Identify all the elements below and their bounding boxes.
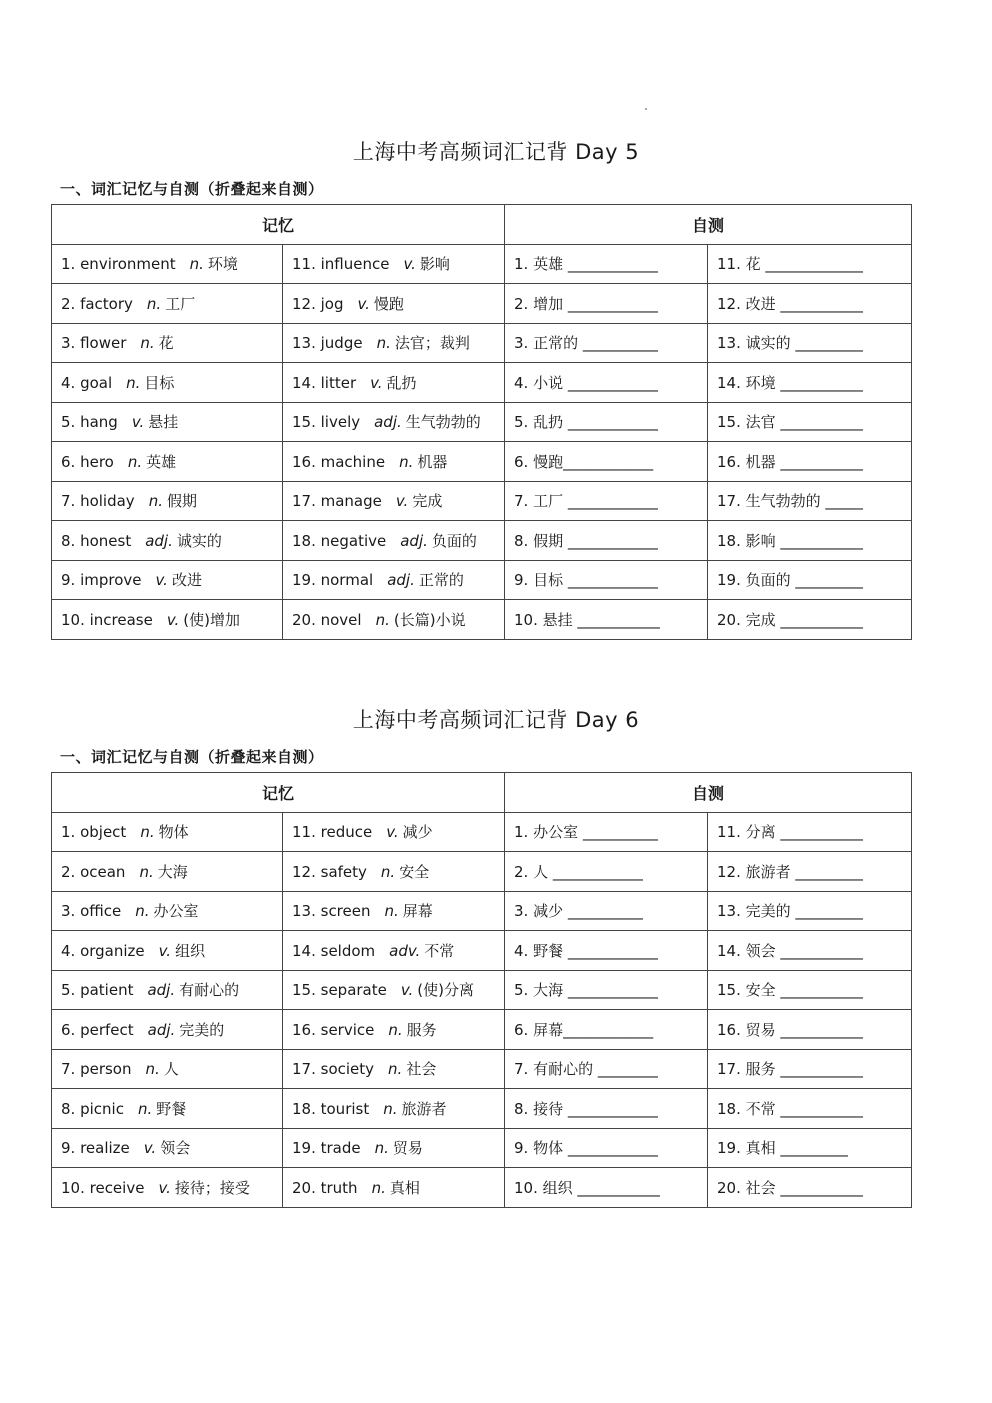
word: 13. judge: [292, 334, 363, 353]
self-test-prompt: 1. 英雄 ____________: [514, 255, 658, 274]
part-of-speech: n.: [139, 862, 154, 881]
vocab-entry: [283, 852, 505, 892]
table-row: [52, 1089, 912, 1129]
self-test-prompt: 15. 法官 ___________: [717, 413, 863, 432]
self-test-prompt: 12. 旅游者 _________: [717, 862, 863, 881]
vocab-entry: [52, 852, 283, 892]
self-test-item[interactable]: [505, 521, 708, 561]
table-row: [52, 812, 912, 852]
self-test-item[interactable]: [505, 363, 708, 403]
meaning: 正常的: [418, 571, 464, 590]
self-test-item[interactable]: [505, 481, 708, 521]
part-of-speech: n.: [126, 373, 141, 392]
part-of-speech: v.: [131, 413, 145, 432]
vocab-table: [51, 204, 912, 640]
word: 4. goal: [61, 373, 113, 392]
part-of-speech: v.: [395, 492, 409, 511]
self-test-prompt: 8. 接待 ____________: [514, 1099, 658, 1118]
self-test-prompt: 20. 完成 ___________: [717, 610, 863, 629]
vocab-entry: [52, 284, 283, 324]
part-of-speech: n.: [145, 1060, 160, 1079]
vocab-entry: [283, 244, 505, 284]
self-test-prompt: 7. 工厂 ____________: [514, 492, 658, 511]
meaning: 有耐心的: [179, 981, 240, 1000]
self-test-item[interactable]: [505, 970, 708, 1010]
self-test-item[interactable]: [505, 284, 708, 324]
meaning: 旅游者: [401, 1099, 447, 1118]
self-test-prompt: 15. 安全 ___________: [717, 981, 863, 1000]
word: 5. hang: [61, 413, 118, 432]
self-test-item[interactable]: [505, 931, 708, 971]
self-test-prompt: 19. 真相 _________: [717, 1139, 848, 1158]
meaning: 目标: [144, 373, 175, 392]
vocab-entry: [52, 244, 283, 284]
word: 14. litter: [292, 373, 357, 392]
self-test-prompt: 11. 花 _____________: [717, 255, 863, 274]
vocab-entry: [283, 481, 505, 521]
self-test-item[interactable]: [505, 1089, 708, 1129]
self-test-item[interactable]: [505, 560, 708, 600]
meaning: 乱扔: [386, 373, 417, 392]
meaning: 花: [158, 334, 174, 353]
part-of-speech: n.: [399, 452, 414, 471]
self-test-item[interactable]: [505, 1128, 708, 1168]
part-of-speech: v.: [143, 1139, 157, 1158]
header-memory: 记忆: [52, 773, 505, 813]
vocab-entry: [52, 481, 283, 521]
self-test-item[interactable]: [505, 1168, 708, 1208]
self-test-item[interactable]: [708, 600, 912, 640]
table-row: [52, 600, 912, 640]
meaning: 环境: [207, 255, 238, 274]
table-header-row: [52, 773, 912, 813]
meaning: 工厂: [165, 294, 196, 313]
meaning: 悬挂: [148, 413, 179, 432]
part-of-speech: n.: [189, 255, 204, 274]
vocab-entry: [52, 323, 283, 363]
self-test-item[interactable]: [505, 442, 708, 482]
self-test-item[interactable]: [505, 323, 708, 363]
vocab-entry: [283, 1089, 505, 1129]
vocab-entry: [283, 1128, 505, 1168]
self-test-item[interactable]: [505, 402, 708, 442]
meaning: 组织: [175, 941, 206, 960]
vocab-entry: [52, 1049, 283, 1089]
part-of-speech: n.: [375, 610, 390, 629]
part-of-speech: n.: [140, 334, 155, 353]
day-section-5: [0, 136, 992, 629]
self-test-prompt: 3. 正常的 __________: [514, 334, 658, 353]
self-test-prompt: 17. 生气勃勃的 _____: [717, 492, 863, 511]
self-test-prompt: 2. 人 ____________: [514, 862, 643, 881]
vocab-entry: [52, 402, 283, 442]
self-test-item[interactable]: [708, 970, 912, 1010]
vocab-entry: [52, 521, 283, 561]
word: 5. patient: [61, 981, 134, 1000]
header-self-test: 自测: [505, 773, 912, 813]
meaning: 办公室: [153, 902, 199, 921]
part-of-speech: n.: [148, 492, 163, 511]
vocab-entry: [283, 970, 505, 1010]
meaning: 机器: [417, 452, 448, 471]
self-test-prompt: 2. 增加 ____________: [514, 294, 658, 313]
self-test-item[interactable]: [708, 852, 912, 892]
meaning: 接待；接受: [174, 1178, 250, 1197]
vocab-entry: [283, 363, 505, 403]
vocab-entry: [283, 891, 505, 931]
part-of-speech: v.: [370, 373, 383, 392]
word: 17. manage: [292, 492, 382, 511]
self-test-item[interactable]: [708, 323, 912, 363]
self-test-prompt: 9. 目标 ____________: [514, 571, 658, 590]
part-of-speech: n.: [376, 334, 391, 353]
part-of-speech: n.: [388, 1060, 403, 1079]
self-test-prompt: 14. 环境 ___________: [717, 373, 863, 392]
meaning: 假期: [166, 492, 197, 511]
meaning: (使)分离: [417, 981, 474, 1000]
meaning: 完成: [412, 492, 443, 511]
self-test-item[interactable]: [708, 931, 912, 971]
table-row: [52, 244, 912, 284]
self-test-prompt: 4. 小说 ____________: [514, 373, 658, 392]
part-of-speech: n.: [380, 862, 396, 881]
word: 10. increase: [61, 610, 153, 629]
vocab-entry: [52, 363, 283, 403]
table-row: [52, 363, 912, 403]
table-row: [52, 521, 912, 561]
part-of-speech: n.: [146, 294, 162, 313]
table-row: [52, 560, 912, 600]
section-heading: 一、词汇记忆与自测（折叠起来自测）: [60, 180, 324, 198]
vocab-entry: [52, 1089, 283, 1129]
self-test-item[interactable]: [708, 1168, 912, 1208]
word: 11. influence: [292, 255, 390, 274]
vocab-entry: [52, 891, 283, 931]
table-header-row: [52, 205, 912, 245]
word: 4. organize: [61, 941, 145, 960]
vocab-entry: [52, 442, 283, 482]
table-row: [52, 891, 912, 931]
word: 2. ocean: [61, 862, 126, 881]
part-of-speech: v.: [400, 981, 414, 1000]
part-of-speech: v.: [166, 610, 180, 629]
speck: [645, 108, 647, 110]
part-of-speech: v.: [403, 255, 416, 274]
vocab-entry: [52, 560, 283, 600]
word: 3. office: [61, 902, 122, 921]
meaning: 改进: [171, 571, 202, 590]
part-of-speech: v.: [386, 823, 399, 842]
vocab-entry: [283, 931, 505, 971]
header-memory: 记忆: [52, 205, 505, 245]
part-of-speech: v.: [155, 571, 168, 590]
self-test-prompt: 1. 办公室 __________: [514, 823, 658, 842]
self-test-prompt: 5. 乱扔 ____________: [514, 413, 658, 432]
meaning: 真相: [389, 1178, 420, 1197]
table-row: [52, 852, 912, 892]
self-test-item[interactable]: [505, 852, 708, 892]
table-row: [52, 1010, 912, 1050]
word: 6. hero: [61, 452, 114, 471]
self-test-prompt: 18. 不常 ___________: [717, 1099, 863, 1118]
page-title: 上海中考高频词汇记背 Day 5: [352, 140, 640, 164]
self-test-item[interactable]: [708, 363, 912, 403]
meaning: 完美的: [179, 1020, 225, 1039]
table-row: [52, 284, 912, 324]
self-test-prompt: 10. 悬挂 ___________: [514, 610, 660, 629]
part-of-speech: v.: [158, 941, 172, 960]
self-test-prompt: 12. 改进 ___________: [717, 294, 863, 313]
self-test-item[interactable]: [708, 284, 912, 324]
self-test-prompt: 8. 假期 ____________: [514, 531, 658, 550]
meaning: 物体: [158, 823, 189, 842]
word: 19. normal: [292, 571, 374, 590]
self-test-prompt: 16. 机器 ___________: [717, 452, 863, 471]
self-test-item[interactable]: [708, 244, 912, 284]
vocab-entry: [283, 402, 505, 442]
word: 20. novel: [292, 610, 362, 629]
meaning: 屏幕: [402, 902, 433, 921]
day-section-6: [0, 704, 992, 1197]
self-test-prompt: 3. 减少 __________: [514, 902, 643, 921]
word: 17. society: [292, 1060, 375, 1079]
vocab-entry: [283, 1168, 505, 1208]
word: 20. truth: [292, 1178, 358, 1197]
self-test-prompt: 18. 影响 ___________: [717, 531, 863, 550]
part-of-speech: n.: [384, 902, 399, 921]
word: 10. receive: [61, 1178, 145, 1197]
self-test-item[interactable]: [505, 600, 708, 640]
part-of-speech: adj.: [145, 531, 173, 550]
part-of-speech: adj.: [374, 413, 402, 432]
table-row: [52, 1049, 912, 1089]
word: 8. honest: [61, 531, 132, 550]
meaning: 社会: [406, 1060, 437, 1079]
part-of-speech: n.: [135, 902, 150, 921]
vocab-entry: [283, 600, 505, 640]
part-of-speech: adj.: [387, 571, 415, 590]
self-test-item[interactable]: [708, 481, 912, 521]
meaning: 诚实的: [176, 531, 222, 550]
meaning: 人: [163, 1060, 179, 1079]
vocab-entry: [283, 560, 505, 600]
self-test-prompt: 7. 有耐心的 ________: [514, 1060, 658, 1079]
meaning: 安全: [399, 862, 430, 881]
table-row: [52, 931, 912, 971]
word: 2. factory: [61, 294, 133, 313]
word: 12. safety: [292, 862, 367, 881]
word: 9. realize: [61, 1139, 130, 1158]
self-test-prompt: 14. 领会 ___________: [717, 941, 863, 960]
word: 15. lively: [292, 413, 361, 432]
part-of-speech: adj.: [400, 531, 428, 550]
self-test-item[interactable]: [505, 244, 708, 284]
meaning: 影响: [419, 255, 450, 274]
self-test-prompt: 10. 组织 ___________: [514, 1178, 660, 1197]
word: 1. object: [61, 823, 127, 842]
meaning: 野餐: [156, 1099, 187, 1118]
self-test-item[interactable]: [708, 1010, 912, 1050]
word: 9. improve: [61, 571, 142, 590]
word: 6. perfect: [61, 1020, 134, 1039]
part-of-speech: n.: [371, 1178, 386, 1197]
table-row: [52, 323, 912, 363]
part-of-speech: n.: [388, 1020, 403, 1039]
meaning: 生气勃勃的: [405, 413, 481, 432]
self-test-item[interactable]: [708, 560, 912, 600]
meaning: 慢跑: [373, 294, 404, 313]
self-test-prompt: 17. 服务 ___________: [717, 1060, 863, 1079]
self-test-item[interactable]: [708, 442, 912, 482]
word: 18. tourist: [292, 1099, 370, 1118]
word: 14. seldom: [292, 941, 376, 960]
part-of-speech: v.: [357, 294, 370, 313]
self-test-prompt: 4. 野餐 ____________: [514, 941, 658, 960]
header-self-test: 自测: [505, 205, 912, 245]
part-of-speech: adj.: [147, 981, 176, 1000]
table-row: [52, 1128, 912, 1168]
vocab-entry: [283, 1049, 505, 1089]
meaning: (长篇)小说: [393, 610, 466, 629]
self-test-prompt: 11. 分离 ___________: [717, 823, 863, 842]
word: 12. jog: [292, 294, 344, 313]
word: 3. flower: [61, 334, 127, 353]
table-row: [52, 970, 912, 1010]
self-test-prompt: 16. 贸易 ___________: [717, 1020, 863, 1039]
self-test-prompt: 9. 物体 ____________: [514, 1139, 658, 1158]
meaning: 英雄: [146, 452, 177, 471]
vocab-entry: [283, 521, 505, 561]
self-test-item[interactable]: [505, 891, 708, 931]
meaning: 领会: [160, 1139, 191, 1158]
part-of-speech: n.: [137, 1099, 153, 1118]
vocab-table: [51, 772, 912, 1208]
meaning: 服务: [406, 1020, 437, 1039]
vocab-entry: [283, 323, 505, 363]
word: 15. separate: [292, 981, 387, 1000]
word: 11. reduce: [292, 823, 373, 842]
self-test-item[interactable]: [708, 521, 912, 561]
vocab-entry: [52, 1010, 283, 1050]
self-test-prompt: 13. 完美的 _________: [717, 902, 863, 921]
table-row: [52, 481, 912, 521]
self-test-prompt: 6. 慢跑____________: [514, 452, 654, 471]
meaning: (使)增加: [183, 610, 240, 629]
word: 1. environment: [61, 255, 176, 274]
vocab-entry: [52, 812, 283, 852]
vocab-entry: [283, 812, 505, 852]
vocab-entry: [283, 1010, 505, 1050]
self-test-item[interactable]: [708, 812, 912, 852]
vocab-entry: [52, 600, 283, 640]
self-test-item[interactable]: [708, 1049, 912, 1089]
word: 8. picnic: [61, 1099, 124, 1118]
table-row: [52, 1168, 912, 1208]
meaning: 贸易: [392, 1139, 423, 1158]
vocab-entry: [52, 931, 283, 971]
self-test-item[interactable]: [708, 1089, 912, 1129]
meaning: 减少: [402, 823, 433, 842]
self-test-item[interactable]: [708, 402, 912, 442]
self-test-prompt: 13. 诚实的 _________: [717, 334, 863, 353]
meaning: 负面的: [431, 531, 477, 550]
vocab-entry: [283, 442, 505, 482]
vocab-entry: [52, 1128, 283, 1168]
vocab-entry: [52, 1168, 283, 1208]
table-row: [52, 402, 912, 442]
self-test-item[interactable]: [505, 1049, 708, 1089]
self-test-prompt: 20. 社会 ___________: [717, 1178, 863, 1197]
part-of-speech: n.: [127, 452, 143, 471]
part-of-speech: n.: [383, 1099, 398, 1118]
word: 18. negative: [292, 531, 387, 550]
self-test-item[interactable]: [505, 1010, 708, 1050]
table-row: [52, 442, 912, 482]
self-test-item[interactable]: [708, 1128, 912, 1168]
self-test-prompt: 5. 大海 ____________: [514, 981, 658, 1000]
part-of-speech: adj.: [147, 1020, 176, 1039]
word: 7. person: [61, 1060, 132, 1079]
part-of-speech: n.: [140, 823, 155, 842]
word: 16. service: [292, 1020, 375, 1039]
meaning: 法官；裁判: [394, 334, 470, 353]
vocab-entry: [52, 970, 283, 1010]
word: 19. trade: [292, 1139, 361, 1158]
self-test-prompt: 6. 屏幕____________: [514, 1020, 654, 1039]
word: 16. machine: [292, 452, 386, 471]
self-test-prompt: 19. 负面的 _________: [717, 571, 863, 590]
meaning: 不常: [424, 941, 455, 960]
self-test-item[interactable]: [505, 812, 708, 852]
page-title: 上海中考高频词汇记背 Day 6: [352, 708, 640, 732]
word: 7. holiday: [61, 492, 135, 511]
section-heading: 一、词汇记忆与自测（折叠起来自测）: [60, 748, 324, 766]
vocab-entry: [283, 284, 505, 324]
part-of-speech: v.: [158, 1178, 171, 1197]
word: 13. screen: [292, 902, 371, 921]
part-of-speech: adv.: [389, 941, 421, 960]
part-of-speech: n.: [374, 1139, 389, 1158]
meaning: 大海: [157, 862, 188, 881]
self-test-item[interactable]: [708, 891, 912, 931]
